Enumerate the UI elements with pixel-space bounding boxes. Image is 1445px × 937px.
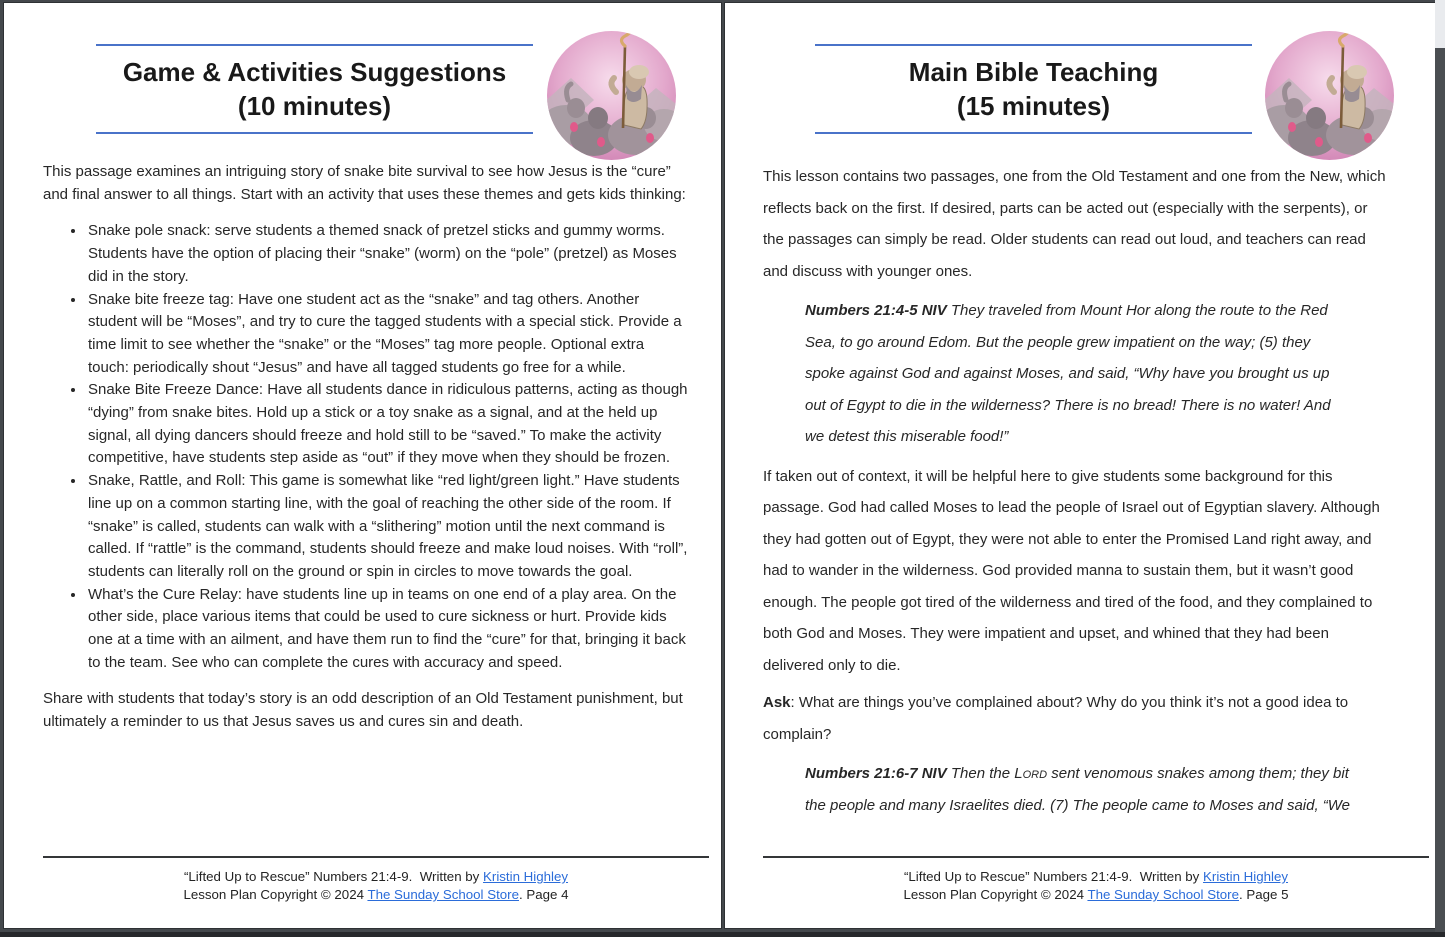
page-number: . Page 5 xyxy=(1239,887,1289,902)
title-block xyxy=(815,44,1252,134)
page-title-line2: (15 minutes) xyxy=(956,91,1111,121)
page-footer xyxy=(43,856,709,904)
page-4 xyxy=(4,3,721,928)
page-5-header xyxy=(763,3,1391,161)
page-5 xyxy=(725,3,1435,928)
page-4-content xyxy=(43,3,688,746)
title-block xyxy=(96,44,533,134)
page-title-line2: (10 minutes) xyxy=(237,91,392,121)
footer-line-1 xyxy=(43,868,709,886)
author-link[interactable]: Kristin Highley xyxy=(1203,869,1289,884)
title-rule-bottom xyxy=(96,132,533,134)
background-paragraph: If taken out of context, it will be helpful here to give students some background for this passage. God had called Moses to lead the people of Israel out of Egyptian slavery. Although they had gotten out of Egypt, they were not able to enter the Promised Land right away, and had to wander in the wilderness. God provided manna to sustain them, but it wasn’t good enough. The people got tired of the wilderness and tired of the food, and they complained to both God and Moses. They were impatient and upset, and whined that they had been delivered only to die. xyxy=(763,467,1380,674)
moses-bronze-serpent-illustration xyxy=(546,30,677,161)
footer-credit-text: “Lifted Up to Rescue” Numbers 21:4-9. Written by xyxy=(903,869,1204,884)
footer-rule xyxy=(763,856,1429,858)
footer-copyright-text: Lesson Plan Copyright © 2024 xyxy=(903,887,1088,902)
scripture-text: They traveled from Mount Hor along the route to the Red Sea, to go around Edom. But the people grew impatient on the way; (5) they spoke against God and against Moses, and said, “Why have you brought us up out of Egypt to die in the wilderness? There is no bread! There is no water! And we detest this miserable food!” xyxy=(805,302,1331,445)
footer-copyright-text: Lesson Plan Copyright © 2024 xyxy=(183,887,368,902)
ask-question: : What are things you’ve complained about? Why do you think it’s not a good idea to complain? xyxy=(763,694,1349,743)
lord-smallcaps: Lord xyxy=(1014,765,1048,782)
title-rule-top xyxy=(815,44,1252,46)
footer-credit-text: “Lifted Up to Rescue” Numbers 21:4-9. Written by xyxy=(183,869,484,884)
vertical-scrollbar[interactable] xyxy=(1435,0,1445,937)
closing-paragraph: Share with students that today’s story is an odd description of an Old Testament punishment, but ultimately a reminder to us that Jesus saves us and cures sin and death. xyxy=(43,690,683,731)
footer-rule xyxy=(43,856,709,858)
footer-line-1 xyxy=(763,868,1429,886)
bible-quote-numbers-21-6-7 xyxy=(805,758,1351,821)
scrollbar-thumb[interactable] xyxy=(1435,48,1445,937)
list-item: • Snake Bite Freeze Dance: Have all students dance in ridiculous patterns, acting as though “dying” from snake bites. Hold up a stick or a toy snake as a signal, and at the held up signal, all dying dancers should freeze and hold still to be “saved.” To make the activity competitive, have students step aside as “out” if they move when they should be frozen. xyxy=(86,379,688,470)
store-link[interactable]: The Sunday School Store xyxy=(1087,887,1239,902)
ask-label: Ask xyxy=(763,694,791,711)
store-link[interactable]: The Sunday School Store xyxy=(367,887,519,902)
page-footer xyxy=(763,856,1429,904)
page-4-header xyxy=(43,3,688,161)
page-title xyxy=(815,55,1252,123)
title-rule-top xyxy=(96,44,533,46)
page-title xyxy=(96,55,533,123)
list-item: • Snake bite freeze tag: Have one student act as the “snake” and tag others. Another student will be “Moses”, and try to cure the tagged students with a special stick. Provide a time limit to see whether the “snake” or the “Moses” tag more people. Optional extra touch: periodically shout “Jesus” and have all tagged students go free for a while. xyxy=(86,289,688,380)
page-title-line1: Game & Activities Suggestions xyxy=(122,57,507,87)
footer-line-2 xyxy=(43,886,709,904)
scripture-text: Then the xyxy=(946,765,1015,782)
page-number: . Page 4 xyxy=(519,887,569,902)
moses-bronze-serpent-illustration xyxy=(1264,30,1395,161)
ask-paragraph xyxy=(763,687,1391,750)
activities-list xyxy=(43,220,688,674)
scripture-reference: Numbers 21:6-7 NIV xyxy=(805,765,947,782)
title-rule-bottom xyxy=(815,132,1252,134)
scripture-reference: Numbers 21:4-5 NIV xyxy=(805,302,947,319)
list-item: • Snake, Rattle, and Roll: This game is somewhat like “red light/green light.” Have students line up on a common starting line, with the goal of reaching the other side of the room. If “snake” is called, students can walk with a “slithering” motion until the next command is called. If “rattle” is the command, students should freeze and make loud noises. With “roll”, students can literally roll on the ground or spin in circles to move towards the goal. xyxy=(86,470,688,584)
intro-paragraph: This lesson contains two passages, one from the Old Testament and one from the New, which reflects back on the first. If desired, parts can be acted out (especially with the serpents), or the passages can simply be read. Older students can read out loud, and teachers can read and discuss with younger ones. xyxy=(763,168,1386,280)
intro-paragraph: This passage examines an intriguing story of snake bite survival to see how Jesus is the “cure” and final answer to all things. Start with an activity that uses these themes and gets kids thinking: xyxy=(43,163,686,203)
list-item: • What’s the Cure Relay: have students line up in teams on one end of a play area. On the other side, place various items that could be used to cure sickness or hurt. Provide kids one at a time with an ailment, and have them run to find the “cure” for that, bringing it back to the team. See who can complete the cures with accuracy and speed. xyxy=(86,584,688,675)
footer-line-2 xyxy=(763,886,1429,904)
bible-quote-numbers-21-4-5 xyxy=(805,295,1351,453)
author-link[interactable]: Kristin Highley xyxy=(483,869,569,884)
page-5-content xyxy=(763,3,1391,829)
page-title-line1: Main Bible Teaching xyxy=(908,57,1159,87)
scripture-text: sent venomous snakes among them; they bit the people and many Israelites died. (7) The people came to Moses and said, “We xyxy=(805,765,1351,814)
list-item: • Snake pole snack: serve students a themed snack of pretzel sticks and gummy worms. Students have the option of placing their “snake” (worm) on the “pole” (pretzel) as Moses did in the story. xyxy=(86,220,688,288)
